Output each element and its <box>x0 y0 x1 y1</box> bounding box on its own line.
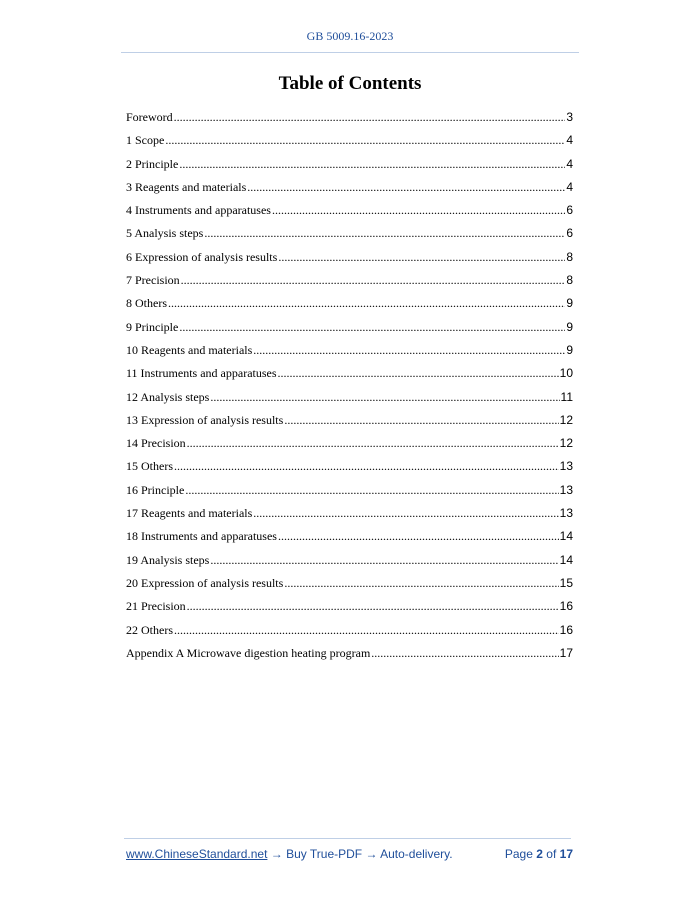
website-link[interactable]: www.ChineseStandard.net <box>126 847 268 861</box>
toc-entry-label: 6 Expression of analysis results <box>126 249 278 264</box>
toc-entry-page-number: 9 <box>566 342 573 357</box>
toc-entry-page-number: 14 <box>559 552 573 567</box>
toc-entry-label: 21 Precision <box>126 599 186 614</box>
toc-dot-leader <box>284 574 558 592</box>
toc-dot-leader <box>253 504 558 522</box>
page-word: Page <box>504 847 533 861</box>
toc-entry-label: 1 Scope <box>126 133 165 148</box>
toc-dot-leader <box>181 271 566 289</box>
toc-entry-page-number: 12 <box>559 412 573 427</box>
toc-dot-leader <box>185 481 558 499</box>
toc-entry-page-number: 15 <box>559 575 573 590</box>
toc-entry[interactable] <box>126 178 573 201</box>
toc-dot-leader <box>278 364 559 382</box>
toc-entry-page-number: 16 <box>559 599 573 614</box>
toc-entry-page-number: 13 <box>559 506 573 521</box>
toc-entry-page-number: 4 <box>566 133 573 148</box>
toc-dot-leader <box>165 131 565 149</box>
toc-entry-label: 7 Precision <box>126 273 180 288</box>
toc-entry-page-number: 17 <box>559 645 573 660</box>
toc-entry[interactable] <box>126 224 573 247</box>
toc-entry-label: 15 Others <box>126 459 173 474</box>
toc-entry[interactable] <box>126 457 573 480</box>
toc-entry-page-number: 9 <box>566 319 573 334</box>
toc-entry-page-number: 4 <box>566 156 573 171</box>
toc-dot-leader <box>168 294 565 312</box>
toc-entry[interactable] <box>126 271 573 294</box>
page-current: 2 <box>536 847 543 861</box>
toc-entry-page-number: 4 <box>566 179 573 194</box>
toc-dot-leader <box>247 178 565 196</box>
toc-dot-leader <box>174 621 559 639</box>
toc-dot-leader <box>179 318 565 336</box>
toc-entry[interactable] <box>126 574 573 597</box>
toc-entry-label: 9 Principle <box>126 319 179 334</box>
footer-divider <box>124 838 571 839</box>
toc-entry-page-number: 12 <box>559 436 573 451</box>
toc-entry-label: 4 Instruments and apparatuses <box>126 203 271 218</box>
toc-entry-label: 22 Others <box>126 622 173 637</box>
toc-entry-label: 3 Reagents and materials <box>126 179 247 194</box>
toc-dot-leader <box>210 388 559 406</box>
toc-entry-page-number: 13 <box>559 459 573 474</box>
toc-entry[interactable] <box>126 364 573 387</box>
toc-entry-label: 14 Precision <box>126 436 186 451</box>
toc-entry-label: 5 Analysis steps <box>126 226 204 241</box>
toc-entry-label: 17 Reagents and materials <box>126 506 253 521</box>
toc-entry[interactable] <box>126 434 573 457</box>
toc-entry-page-number: 9 <box>566 296 573 311</box>
toc-dot-leader <box>284 411 558 429</box>
toc-entry-label: 8 Others <box>126 296 167 311</box>
toc-entry-page-number: 16 <box>559 622 573 637</box>
toc-entry-page-number: 10 <box>559 366 573 381</box>
toc-entry-page-number: 8 <box>566 249 573 264</box>
toc-entry-label: 20 Expression of analysis results <box>126 575 284 590</box>
toc-entry[interactable] <box>126 551 573 574</box>
toc-entry-label: Foreword <box>126 110 173 124</box>
toc-entry[interactable] <box>126 644 573 667</box>
toc-entry-label: 11 Instruments and apparatuses <box>126 366 277 381</box>
toc-entry[interactable] <box>126 388 573 411</box>
toc-dot-leader <box>204 224 565 242</box>
toc-dot-leader <box>210 551 558 569</box>
toc-dot-leader <box>278 248 565 266</box>
toc-dot-leader <box>272 201 565 219</box>
toc-entry[interactable] <box>126 108 573 131</box>
page-total: 17 <box>559 847 573 861</box>
toc-entry[interactable] <box>126 597 573 620</box>
toc-entry[interactable] <box>126 294 573 317</box>
toc-entry[interactable] <box>126 131 573 154</box>
footer-promo-text: → Buy True-PDF → Auto-delivery. <box>267 847 453 861</box>
toc-entry-label: 13 Expression of analysis results <box>126 412 284 427</box>
toc-entry-label: 10 Reagents and materials <box>126 342 253 357</box>
toc-entry[interactable] <box>126 341 573 364</box>
toc-entry-label: 19 Analysis steps <box>126 552 210 567</box>
toc-entry[interactable] <box>126 481 573 504</box>
toc-entry[interactable] <box>126 201 573 224</box>
toc-entry[interactable] <box>126 527 573 550</box>
toc-dot-leader <box>187 597 559 615</box>
toc-entry-label: 16 Principle <box>126 482 185 497</box>
header-divider <box>121 52 579 53</box>
toc-dot-leader <box>179 155 565 173</box>
toc-entry-page-number: 11 <box>560 389 573 404</box>
toc-entry[interactable] <box>126 621 573 644</box>
page-of: of <box>546 847 557 861</box>
toc-entry-page-number: 13 <box>559 482 573 497</box>
toc-entry-page-number: 6 <box>566 226 573 241</box>
toc-dot-leader <box>174 108 566 126</box>
table-of-contents <box>126 108 573 667</box>
toc-entry-page-number: 3 <box>566 110 573 124</box>
footer-promo <box>126 847 453 861</box>
page-title: Table of Contents <box>278 73 422 94</box>
toc-entry-page-number: 8 <box>566 273 573 288</box>
footer <box>126 847 573 861</box>
toc-entry[interactable] <box>126 504 573 527</box>
toc-entry-label: 18 Instruments and apparatuses <box>126 529 277 544</box>
toc-dot-leader <box>174 457 559 475</box>
toc-dot-leader <box>187 434 559 452</box>
toc-entry-label: Appendix A Microwave digestion heating program <box>126 645 371 660</box>
toc-entry-label: 2 Principle <box>126 156 179 171</box>
toc-entry-page-number: 6 <box>566 203 573 218</box>
toc-entry[interactable] <box>126 155 573 178</box>
toc-dot-leader <box>278 527 559 545</box>
toc-entry-label: 12 Analysis steps <box>126 389 210 404</box>
toc-entry-page-number: 14 <box>559 529 573 544</box>
page-indicator <box>505 847 573 861</box>
toc-entry[interactable] <box>126 248 573 271</box>
toc-entry[interactable] <box>126 318 573 341</box>
toc-dot-leader <box>253 341 565 359</box>
document-code-header: GB 5009.16-2023 <box>306 29 394 43</box>
toc-entry[interactable] <box>126 411 573 434</box>
toc-dot-leader <box>371 644 558 662</box>
